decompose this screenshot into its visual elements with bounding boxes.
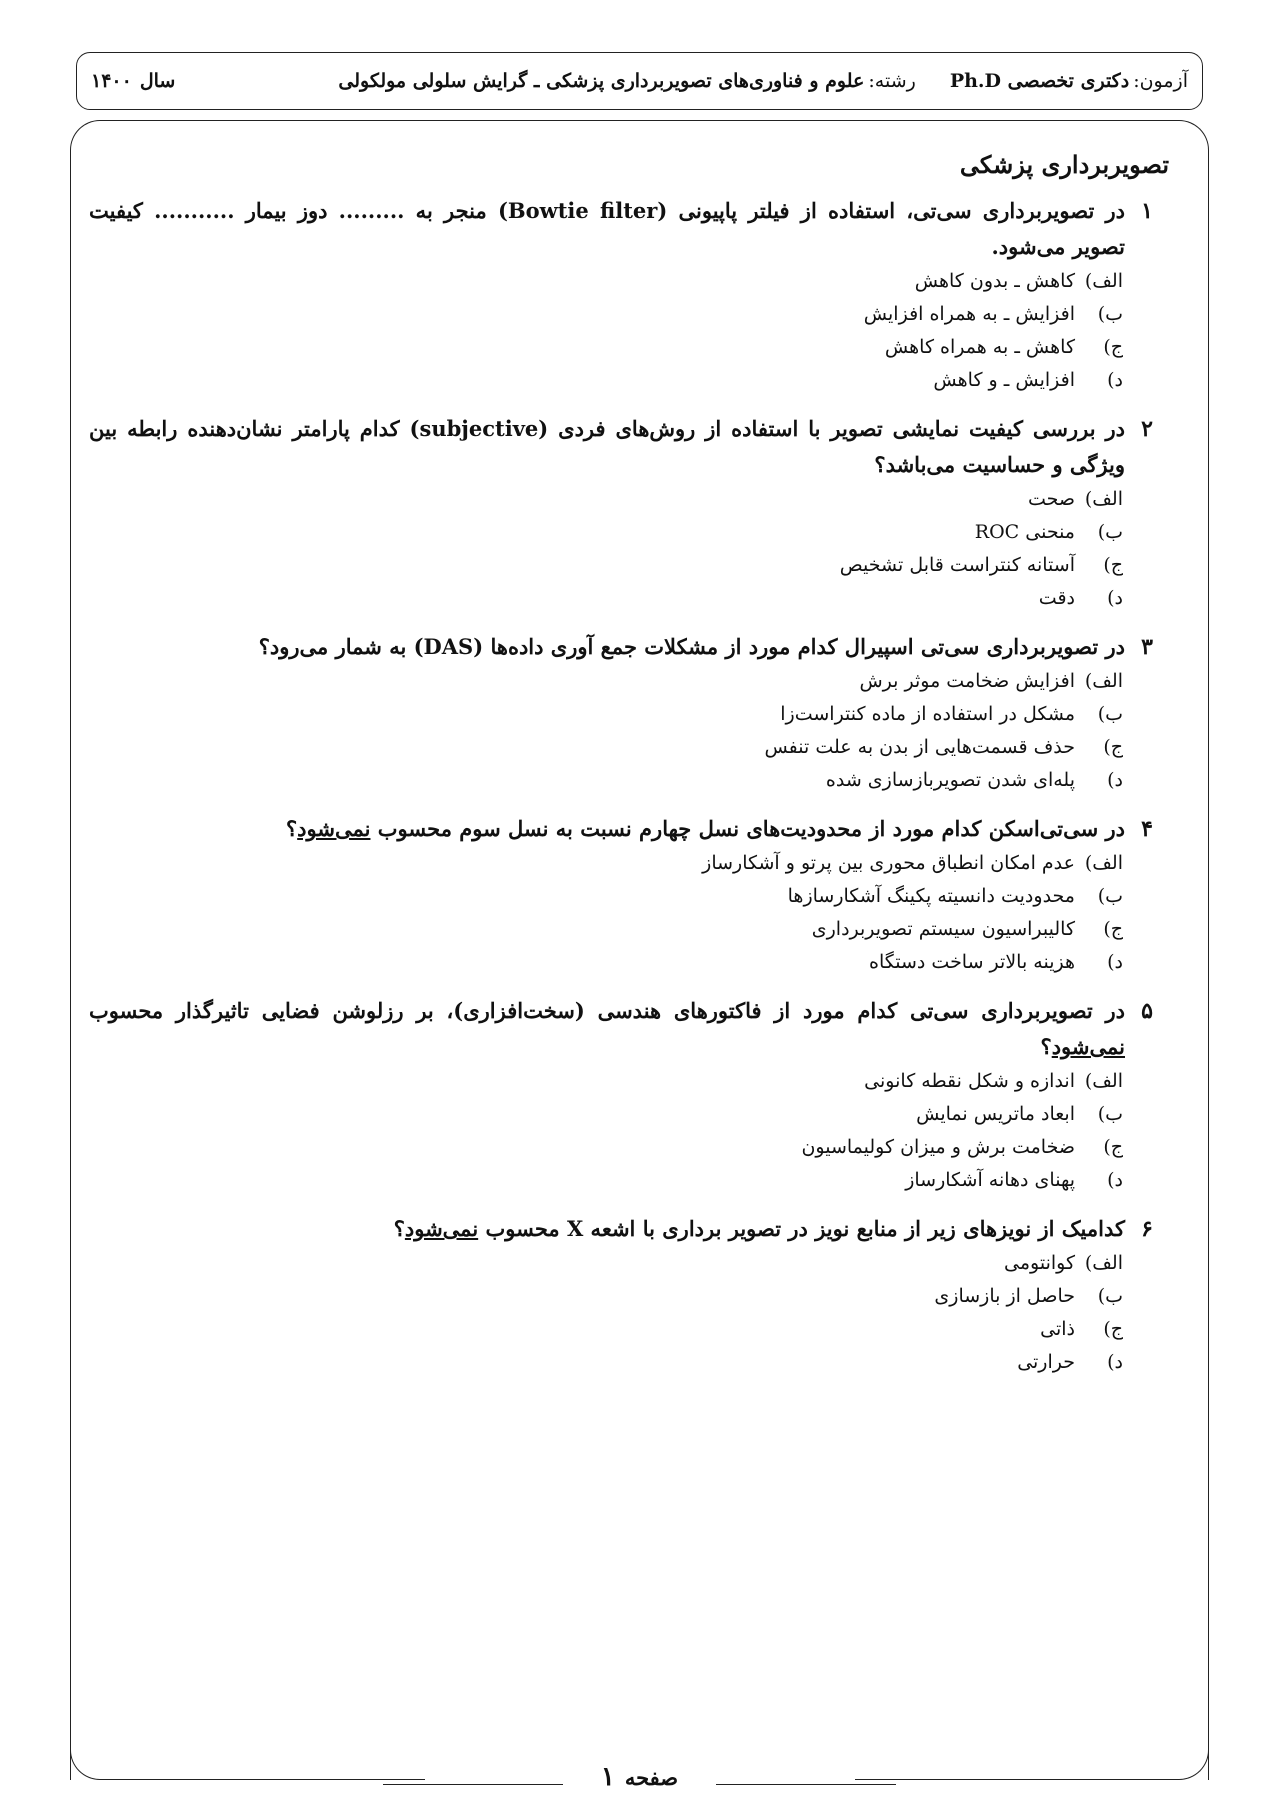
exam-content	[89, 150, 1169, 1393]
option-text: عدم امکان انطباق محوری بین پرتو و آشکارساز	[702, 852, 1075, 874]
option	[89, 1280, 1123, 1313]
page-label: صفحه	[624, 1765, 679, 1790]
option	[89, 1313, 1123, 1346]
question	[89, 193, 1169, 397]
emphasis-underline: نمی‌شود	[1051, 1034, 1125, 1059]
footer-rule-left	[383, 1784, 563, 1785]
option-label: الف)	[1084, 1070, 1123, 1092]
options-list	[89, 665, 1169, 797]
question	[89, 811, 1169, 979]
page-number: ۱	[600, 1762, 615, 1792]
option	[89, 1164, 1123, 1197]
exam-label: آزمون:	[1133, 70, 1188, 92]
option-label: ب)	[1097, 703, 1123, 725]
exam-value: دکتری تخصصی Ph.D	[949, 70, 1130, 92]
page-indicator	[601, 1762, 678, 1792]
option-text: افزایش ـ و کاهش	[933, 369, 1075, 391]
option-text: ذاتی	[1040, 1318, 1075, 1340]
options-list	[89, 1247, 1169, 1379]
option	[89, 1098, 1123, 1131]
option-text: ضخامت برش و میزان کولیماسیون	[801, 1136, 1075, 1158]
options-list	[89, 483, 1169, 615]
option-label: الف)	[1084, 270, 1123, 292]
option	[89, 516, 1123, 549]
option-label: الف)	[1084, 852, 1123, 874]
option-label: ج)	[1103, 918, 1123, 940]
option-label: ج)	[1103, 1136, 1123, 1158]
option	[89, 880, 1123, 913]
year-label: سال	[139, 70, 176, 92]
option-label: ج)	[1103, 1318, 1123, 1340]
option	[89, 331, 1123, 364]
option-text: آستانه کنتراست قابل تشخیص	[839, 554, 1075, 576]
footer-rule-right	[716, 1784, 896, 1785]
option-text: محدودیت دانسیته پکینگ آشکارسازها	[787, 885, 1075, 907]
question-text: در سی‌تی‌اسکن کدام مورد از محدودیت‌های نسل چهارم نسبت به نسل سوم محسوب نمی‌شود؟	[286, 816, 1125, 841]
question	[89, 411, 1169, 615]
option-text: پله‌ای شدن تصویربازسازی شده	[825, 769, 1075, 791]
option-text: پهنای دهانه آشکارساز	[905, 1169, 1075, 1191]
field-value: علوم و فناوری‌های تصویربرداری پزشکی ـ گرایش سلولی مولکولی	[338, 70, 865, 92]
exam-header	[76, 52, 1203, 110]
field-label: رشته:	[868, 70, 916, 92]
option	[89, 483, 1123, 516]
option-text: مشکل در استفاده از ماده کنتراست‌زا	[780, 703, 1075, 725]
option-label: د)	[1107, 769, 1123, 791]
options-list	[89, 1065, 1169, 1197]
option	[89, 1346, 1123, 1379]
question-number: ۵	[1141, 998, 1153, 1024]
option-label: د)	[1107, 1169, 1123, 1191]
option-label: الف)	[1084, 670, 1123, 692]
option-text: افزایش ضخامت موثر برش	[859, 670, 1075, 692]
question-text: در بررسی کیفیت نمایشی تصویر با استفاده از روش‌های فردی (subjective) کدام پارامتر نشان‌دهنده رابطه بین ویژگی و حساسیت می‌باشد؟	[89, 416, 1125, 477]
option-label: ب)	[1097, 1285, 1123, 1307]
option	[89, 946, 1123, 979]
option-text: منحنی ROC	[974, 521, 1075, 543]
option-label: ب)	[1097, 1103, 1123, 1125]
option-label: ب)	[1097, 885, 1123, 907]
question-number: ۲	[1141, 416, 1153, 442]
option-label: د)	[1107, 951, 1123, 973]
option-text: صحت	[1027, 488, 1075, 510]
option	[89, 764, 1123, 797]
question-number: ۴	[1141, 816, 1153, 842]
option-label: د)	[1107, 587, 1123, 609]
page-footer	[0, 1757, 1279, 1797]
option-label: ب)	[1097, 521, 1123, 543]
option	[89, 582, 1123, 615]
question-text: کدامیک از نویزهای زیر از منابع نویز در تصویر برداری با اشعه X محسوب نمی‌شود؟	[393, 1216, 1125, 1241]
question	[89, 629, 1169, 797]
option	[89, 1131, 1123, 1164]
emphasis-underline: نمی‌شود	[297, 816, 371, 841]
option	[89, 913, 1123, 946]
option-text: کاهش ـ به همراه کاهش	[884, 336, 1075, 358]
option-label: الف)	[1084, 1252, 1123, 1274]
options-list	[89, 847, 1169, 979]
exam-year	[91, 70, 175, 92]
option-label: د)	[1107, 1351, 1123, 1373]
option-label: ج)	[1103, 336, 1123, 358]
option	[89, 698, 1123, 731]
option	[89, 1247, 1123, 1280]
option-text: حرارتی	[1017, 1351, 1075, 1373]
option-label: ج)	[1103, 554, 1123, 576]
option-text: کوانتومی	[1004, 1252, 1075, 1274]
option	[89, 364, 1123, 397]
option	[89, 665, 1123, 698]
option	[89, 298, 1123, 331]
option-text: افزایش ـ به همراه افزایش	[863, 303, 1075, 325]
option-text: اندازه و شکل نقطه کانونی	[864, 1070, 1075, 1092]
option-text: حذف قسمت‌هایی از بدن به علت تنفس	[764, 736, 1075, 758]
option	[89, 549, 1123, 582]
option-text: حاصل از بازسازی	[934, 1285, 1075, 1307]
option-label: ب)	[1097, 303, 1123, 325]
question	[89, 993, 1169, 1197]
question-number: ۳	[1141, 634, 1153, 660]
option	[89, 731, 1123, 764]
question-number: ۱	[1141, 198, 1153, 224]
option-text: ابعاد ماتریس نمایش	[916, 1103, 1075, 1125]
option	[89, 265, 1123, 298]
option-text: دقت	[1038, 587, 1075, 609]
question	[89, 1211, 1169, 1379]
option-text: کالیبراسیون سیستم تصویربرداری	[811, 918, 1075, 940]
question-text: در تصویربرداری سی‌تی، استفاده از فیلتر پاپیونی (Bowtie filter) منجر به ......... دوز بیمار ........... کیفیت تصویر می‌شود.	[89, 198, 1126, 259]
year-value: ۱۴۰۰	[91, 70, 132, 92]
question-text: در تصویربرداری سی‌تی اسپیرال کدام مورد از مشکلات جمع آوری داده‌ها (DAS) به شمار می‌رود؟	[258, 634, 1125, 659]
option	[89, 1065, 1123, 1098]
question-text: در تصویربرداری سی‌تی کدام مورد از فاکتورهای هندسی (سخت‌افزاری)، بر رزلوشن فضایی تاثیرگذار محسوب نمی‌شود؟	[89, 998, 1125, 1059]
option-text: هزینه بالاتر ساخت دستگاه	[869, 951, 1075, 973]
section-title: تصویربرداری پزشکی	[959, 150, 1169, 179]
option-label: ج)	[1103, 736, 1123, 758]
option-label: د)	[1107, 369, 1123, 391]
options-list	[89, 265, 1169, 397]
option-label: الف)	[1084, 488, 1123, 510]
emphasis-underline: نمی‌شود	[404, 1216, 479, 1241]
option-text: کاهش ـ بدون کاهش	[914, 270, 1075, 292]
question-number: ۶	[1141, 1216, 1153, 1242]
option	[89, 847, 1123, 880]
